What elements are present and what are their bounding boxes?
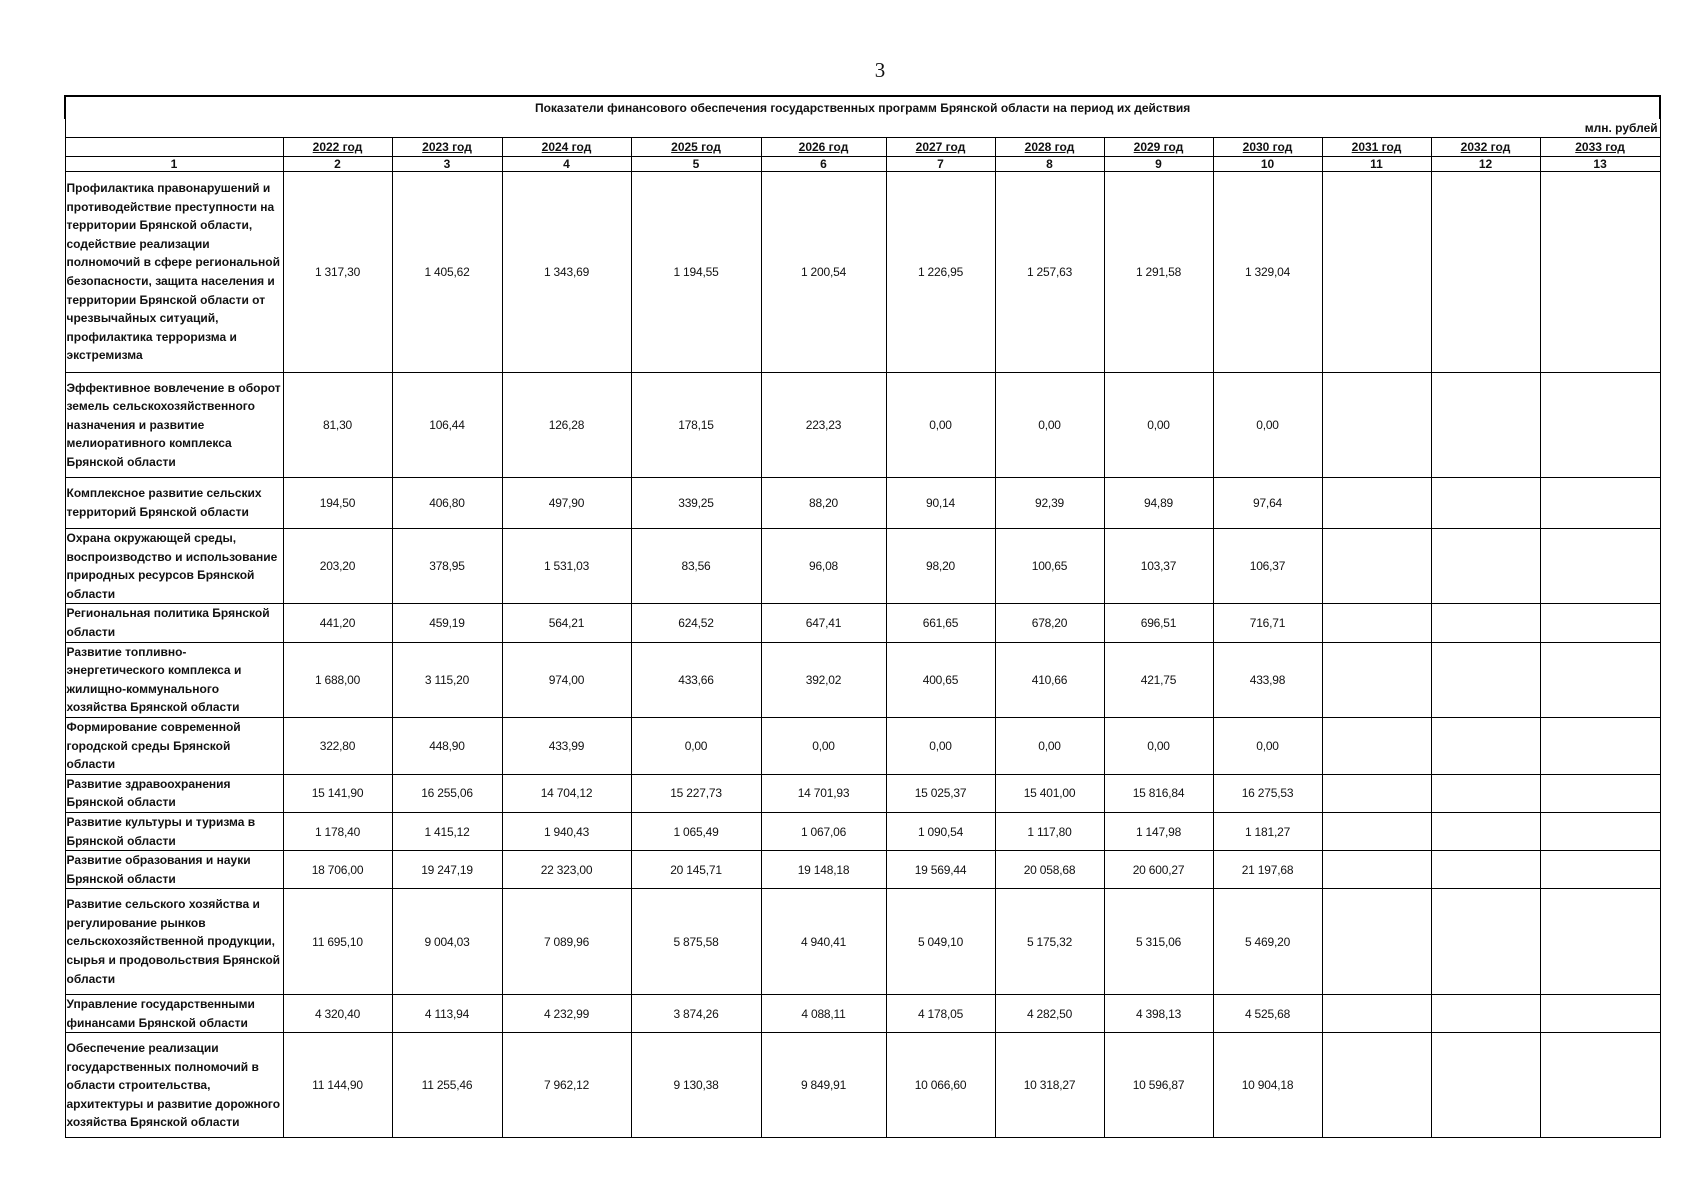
value-cell: 10 066,60: [886, 1033, 995, 1138]
value-cell: 4 178,05: [886, 995, 995, 1033]
program-name: Развитие здравоохранения Брянской области: [65, 774, 283, 812]
column-number: 13: [1540, 157, 1660, 172]
year-header: 2022 год: [283, 138, 392, 157]
column-number: 7: [886, 157, 995, 172]
value-cell: 696,51: [1104, 604, 1213, 642]
column-number-row: [65, 157, 1660, 172]
value-cell: [1431, 604, 1540, 642]
column-number: 6: [761, 157, 886, 172]
value-cell: 322,80: [283, 717, 392, 774]
value-cell: 433,98: [1213, 642, 1322, 717]
value-cell: 4 940,41: [761, 889, 886, 995]
value-cell: [1431, 1033, 1540, 1138]
value-cell: [1431, 812, 1540, 850]
value-cell: [1322, 995, 1431, 1033]
value-cell: 14 701,93: [761, 774, 886, 812]
value-cell: 400,65: [886, 642, 995, 717]
table-row: [65, 851, 1660, 889]
year-header: 2025 год: [631, 138, 761, 157]
value-cell: [1540, 717, 1660, 774]
value-cell: [1322, 478, 1431, 529]
value-cell: 16 275,53: [1213, 774, 1322, 812]
table-row: [65, 1033, 1660, 1138]
value-cell: 178,15: [631, 373, 761, 478]
value-cell: 406,80: [392, 478, 502, 529]
year-header: 2027 год: [886, 138, 995, 157]
value-cell: 433,99: [502, 717, 631, 774]
column-number: 3: [392, 157, 502, 172]
value-cell: [1540, 373, 1660, 478]
value-cell: 1 343,69: [502, 172, 631, 373]
table-row: [65, 774, 1660, 812]
value-cell: 0,00: [1104, 373, 1213, 478]
value-cell: [1322, 812, 1431, 850]
value-cell: 1 940,43: [502, 812, 631, 850]
value-cell: 1 090,54: [886, 812, 995, 850]
value-cell: 92,39: [995, 478, 1104, 529]
page-number: 3: [874, 58, 886, 82]
value-cell: 421,75: [1104, 642, 1213, 717]
program-name: Охрана окружающей среды, воспроизводство и использование природных ресурсов Брянской области: [65, 529, 283, 604]
value-cell: 10 596,87: [1104, 1033, 1213, 1138]
value-cell: 19 247,19: [392, 851, 502, 889]
value-cell: 103,37: [1104, 529, 1213, 604]
column-number: 5: [631, 157, 761, 172]
value-cell: 1 688,00: [283, 642, 392, 717]
value-cell: 0,00: [1104, 717, 1213, 774]
table-row: [65, 995, 1660, 1033]
column-number: 4: [502, 157, 631, 172]
value-cell: [1540, 529, 1660, 604]
value-cell: 5 175,32: [995, 889, 1104, 995]
value-cell: 4 088,11: [761, 995, 886, 1033]
value-cell: [1431, 642, 1540, 717]
value-cell: [1540, 774, 1660, 812]
value-cell: 15 401,00: [995, 774, 1104, 812]
value-cell: 974,00: [502, 642, 631, 717]
value-cell: 4 282,50: [995, 995, 1104, 1033]
value-cell: 1 178,40: [283, 812, 392, 850]
value-cell: 1 147,98: [1104, 812, 1213, 850]
value-cell: 1 329,04: [1213, 172, 1322, 373]
value-cell: 9 849,91: [761, 1033, 886, 1138]
value-cell: 21 197,68: [1213, 851, 1322, 889]
table-row: [65, 812, 1660, 850]
value-cell: 106,37: [1213, 529, 1322, 604]
value-cell: [1540, 812, 1660, 850]
value-cell: [1431, 889, 1540, 995]
program-name: Региональная политика Брянской области: [65, 604, 283, 642]
program-name: Развитие топливно-энергетического комплекса и жилищно-коммунального хозяйства Брянской области: [65, 642, 283, 717]
value-cell: 392,02: [761, 642, 886, 717]
unit-label: млн. рублей: [65, 119, 1660, 138]
value-cell: 15 025,37: [886, 774, 995, 812]
value-cell: 0,00: [886, 373, 995, 478]
program-name: Обеспечение реализации государственных полномочий в области строительства, архитектуры и развитие дорожного хозяйства Брянской области: [65, 1033, 283, 1138]
program-name: Комплексное развитие сельских территорий Брянской области: [65, 478, 283, 529]
column-number: 9: [1104, 157, 1213, 172]
year-header: 2023 год: [392, 138, 502, 157]
value-cell: [1431, 478, 1540, 529]
value-cell: 1 257,63: [995, 172, 1104, 373]
program-name: Развитие культуры и туризма в Брянской области: [65, 812, 283, 850]
program-name: Эффективное вовлечение в оборот земель сельскохозяйственного назначения и развитие мелиоративного комплекса Брянской области: [65, 373, 283, 478]
value-cell: 1 415,12: [392, 812, 502, 850]
value-cell: 5 469,20: [1213, 889, 1322, 995]
value-cell: [1540, 995, 1660, 1033]
value-cell: 647,41: [761, 604, 886, 642]
value-cell: 0,00: [995, 373, 1104, 478]
value-cell: [1540, 172, 1660, 373]
column-number: 10: [1213, 157, 1322, 172]
value-cell: 1 226,95: [886, 172, 995, 373]
column-number: 1: [65, 157, 283, 172]
value-cell: 1 065,49: [631, 812, 761, 850]
table-title: Показатели финансового обеспечения государственных программ Брянской области на период их действия: [65, 96, 1660, 119]
year-header: 2031 год: [1322, 138, 1431, 157]
program-name: Управление государственными финансами Брянской области: [65, 995, 283, 1033]
value-cell: 223,23: [761, 373, 886, 478]
column-number: 11: [1322, 157, 1431, 172]
table-row: [65, 717, 1660, 774]
value-cell: [1322, 717, 1431, 774]
value-cell: 7 089,96: [502, 889, 631, 995]
column-number: 12: [1431, 157, 1540, 172]
value-cell: 126,28: [502, 373, 631, 478]
value-cell: 564,21: [502, 604, 631, 642]
value-cell: 3 115,20: [392, 642, 502, 717]
value-cell: 5 049,10: [886, 889, 995, 995]
program-name: Профилактика правонарушений и противодействие преступности на территории Брянской области, содействие реализации полномочий в сфере региональной безопасности, защита населения и территории Брянской области от чрезвычайных ситуаций, профилактика терроризма и экстремизма: [65, 172, 283, 373]
value-cell: 19 148,18: [761, 851, 886, 889]
year-header: 2024 год: [502, 138, 631, 157]
value-cell: [1322, 529, 1431, 604]
value-cell: [1322, 774, 1431, 812]
value-cell: 7 962,12: [502, 1033, 631, 1138]
value-cell: 1 181,27: [1213, 812, 1322, 850]
value-cell: 0,00: [631, 717, 761, 774]
value-cell: [1431, 373, 1540, 478]
value-cell: 94,89: [1104, 478, 1213, 529]
value-cell: 96,08: [761, 529, 886, 604]
value-cell: 83,56: [631, 529, 761, 604]
value-cell: 661,65: [886, 604, 995, 642]
value-cell: 10 904,18: [1213, 1033, 1322, 1138]
year-header: 2026 год: [761, 138, 886, 157]
value-cell: 448,90: [392, 717, 502, 774]
value-cell: 98,20: [886, 529, 995, 604]
value-cell: 1 531,03: [502, 529, 631, 604]
value-cell: 100,65: [995, 529, 1104, 604]
value-cell: 4 525,68: [1213, 995, 1322, 1033]
year-header-row: [65, 138, 1660, 157]
value-cell: 20 145,71: [631, 851, 761, 889]
value-cell: 0,00: [886, 717, 995, 774]
value-cell: 15 227,73: [631, 774, 761, 812]
value-cell: 19 569,44: [886, 851, 995, 889]
value-cell: 81,30: [283, 373, 392, 478]
value-cell: 90,14: [886, 478, 995, 529]
value-cell: 433,66: [631, 642, 761, 717]
value-cell: 5 875,58: [631, 889, 761, 995]
value-cell: 10 318,27: [995, 1033, 1104, 1138]
value-cell: [1540, 851, 1660, 889]
value-cell: [1322, 642, 1431, 717]
table-row: [65, 373, 1660, 478]
value-cell: 716,71: [1213, 604, 1322, 642]
value-cell: 1 317,30: [283, 172, 392, 373]
value-cell: 22 323,00: [502, 851, 631, 889]
value-cell: 11 695,10: [283, 889, 392, 995]
value-cell: 5 315,06: [1104, 889, 1213, 995]
value-cell: 1 291,58: [1104, 172, 1213, 373]
value-cell: 97,64: [1213, 478, 1322, 529]
financing-table: [64, 95, 1661, 1138]
year-header: 2033 год: [1540, 138, 1660, 157]
value-cell: [1322, 373, 1431, 478]
table-row: [65, 529, 1660, 604]
value-cell: [1431, 995, 1540, 1033]
value-cell: [1431, 717, 1540, 774]
value-cell: 1 405,62: [392, 172, 502, 373]
value-cell: 20 058,68: [995, 851, 1104, 889]
value-cell: [1431, 851, 1540, 889]
value-cell: 106,44: [392, 373, 502, 478]
value-cell: 497,90: [502, 478, 631, 529]
value-cell: 459,19: [392, 604, 502, 642]
value-cell: [1322, 851, 1431, 889]
value-cell: 16 255,06: [392, 774, 502, 812]
value-cell: 20 600,27: [1104, 851, 1213, 889]
year-header: 2032 год: [1431, 138, 1540, 157]
value-cell: 11 255,46: [392, 1033, 502, 1138]
table-row: [65, 889, 1660, 995]
column-number: 8: [995, 157, 1104, 172]
value-cell: 410,66: [995, 642, 1104, 717]
value-cell: 4 232,99: [502, 995, 631, 1033]
table-row: [65, 604, 1660, 642]
value-cell: 0,00: [1213, 717, 1322, 774]
value-cell: [1322, 604, 1431, 642]
value-cell: 4 113,94: [392, 995, 502, 1033]
value-cell: 678,20: [995, 604, 1104, 642]
value-cell: [1540, 889, 1660, 995]
value-cell: 15 816,84: [1104, 774, 1213, 812]
value-cell: 1 194,55: [631, 172, 761, 373]
value-cell: 339,25: [631, 478, 761, 529]
value-cell: 11 144,90: [283, 1033, 392, 1138]
value-cell: 0,00: [1213, 373, 1322, 478]
value-cell: 203,20: [283, 529, 392, 604]
value-cell: 0,00: [995, 717, 1104, 774]
value-cell: 194,50: [283, 478, 392, 529]
value-cell: 4 398,13: [1104, 995, 1213, 1033]
program-name: Развитие сельского хозяйства и регулирование рынков сельскохозяйственной продукции, сырья и продовольствия Брянской области: [65, 889, 283, 995]
value-cell: 88,20: [761, 478, 886, 529]
value-cell: 4 320,40: [283, 995, 392, 1033]
value-cell: 15 141,90: [283, 774, 392, 812]
table-row: [65, 478, 1660, 529]
value-cell: [1431, 529, 1540, 604]
value-cell: [1431, 774, 1540, 812]
program-name: Развитие образования и науки Брянской области: [65, 851, 283, 889]
year-header: 2030 год: [1213, 138, 1322, 157]
value-cell: [1431, 172, 1540, 373]
value-cell: [1540, 1033, 1660, 1138]
value-cell: 624,52: [631, 604, 761, 642]
value-cell: [1540, 604, 1660, 642]
value-cell: 9 004,03: [392, 889, 502, 995]
value-cell: [1540, 642, 1660, 717]
value-cell: [1322, 172, 1431, 373]
year-header: 2029 год: [1104, 138, 1213, 157]
header-empty-cell: [65, 138, 283, 157]
value-cell: 1 117,80: [995, 812, 1104, 850]
column-number: 2: [283, 157, 392, 172]
value-cell: 1 200,54: [761, 172, 886, 373]
value-cell: 18 706,00: [283, 851, 392, 889]
value-cell: 378,95: [392, 529, 502, 604]
value-cell: 0,00: [761, 717, 886, 774]
value-cell: [1322, 889, 1431, 995]
table-row: [65, 172, 1660, 373]
value-cell: 14 704,12: [502, 774, 631, 812]
table-row: [65, 642, 1660, 717]
value-cell: 9 130,38: [631, 1033, 761, 1138]
value-cell: 3 874,26: [631, 995, 761, 1033]
value-cell: [1322, 1033, 1431, 1138]
program-name: Формирование современной городской среды Брянской области: [65, 717, 283, 774]
value-cell: [1540, 478, 1660, 529]
value-cell: 441,20: [283, 604, 392, 642]
value-cell: 1 067,06: [761, 812, 886, 850]
year-header: 2028 год: [995, 138, 1104, 157]
